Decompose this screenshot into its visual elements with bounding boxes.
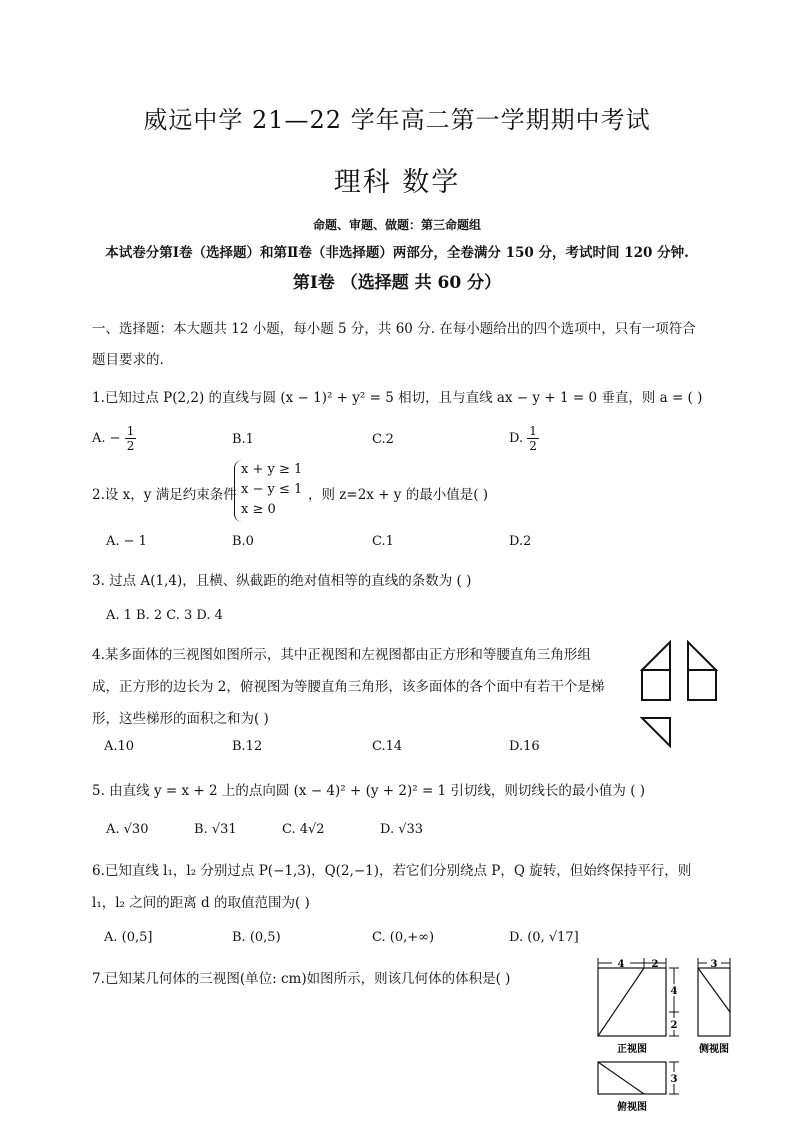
q1-option-a-sign: − — [109, 431, 121, 446]
q1-option-d — [509, 424, 539, 453]
q4-three-view-figure — [636, 636, 728, 752]
q4-side-triangle — [688, 642, 716, 670]
q4-line-2: 成，正方形的边长为 2，俯视图为等腰直角三角形，该多面体的各个面中有若干个是梯 — [92, 679, 605, 695]
q2-stem-post: ，则 z=2x + y 的最小值是( ) — [308, 487, 489, 503]
q4-front-view — [642, 642, 670, 700]
q4-option-b: B.12 — [232, 739, 263, 754]
q1-option-a-numerator: 1 — [126, 424, 135, 438]
q4-front-triangle — [642, 642, 670, 670]
q5-option-a: A. √30 — [106, 822, 149, 837]
q1-option-a-label: A. — [92, 431, 106, 446]
exam-subtitle: 理科 数学 — [333, 167, 461, 198]
q1-option-a-fraction — [125, 424, 137, 453]
q2-option-a: A. − 1 — [106, 534, 147, 549]
q4-side-square — [688, 670, 716, 700]
q2-constraint-1: x + y ≥ 1 — [241, 462, 303, 477]
q2-constraint-3: x ≥ 0 — [241, 502, 276, 517]
q7-dim-height-top: 4 — [670, 986, 678, 997]
q7-label-front: 正视图 — [617, 1044, 647, 1055]
q3-options: A. 1 B. 2 C. 3 D. 4 — [106, 608, 223, 623]
q1-option-b: B.1 — [232, 432, 254, 447]
q1-option-a — [92, 424, 136, 453]
section-heading: 第Ⅰ卷 （选择题 共 60 分） — [292, 273, 502, 293]
q7-dim-side-width: 3 — [710, 959, 718, 970]
q6-option-a: A. (0,5] — [104, 930, 153, 945]
q4-front-square — [642, 670, 670, 700]
q7-three-view-figure — [592, 954, 742, 1116]
author-group: 命题、审题、做题：第三命题组 — [312, 218, 481, 232]
q5-stem: 5. 由直线 y = x + 2 上的点向圆 (x − 4)² + (y + 2)² = 1 引切线，则切线长的最小值为 ( ) — [92, 783, 646, 799]
q5-option-d: D. √33 — [380, 822, 424, 837]
q1-option-d-denominator: 2 — [529, 439, 537, 453]
q7-label-side: 侧视图 — [699, 1044, 729, 1055]
q7-front-view — [598, 968, 666, 1036]
q7-side-view — [698, 968, 730, 1036]
q3-stem: 3. 过点 A(1,4)，且横、纵截距的绝对值相等的直线的条数为 ( ) — [92, 573, 472, 589]
q2-option-d: D.2 — [509, 534, 532, 549]
q1-stem: 1.已知过点 P(2,2) 的直线与圆 (x − 1)² + y² = 5 相切，且与直线 ax − y + 1 = 0 垂直，则 a = ( ) — [92, 390, 703, 406]
q2-stem-pre: 2.设 x，y 满足约束条件 — [92, 487, 237, 503]
q6-option-b: B. (0,5) — [232, 930, 281, 945]
q2-constraint-2: x − y ≤ 1 — [241, 482, 303, 497]
exam-title: 威远中学 21—22 学年高二第一学期期中考试 — [143, 106, 651, 134]
q2-option-c: C.1 — [372, 534, 394, 549]
q7-dim-side-gap: 2 — [651, 959, 659, 970]
q1-option-c: C.2 — [372, 432, 394, 447]
q6-option-d: D. (0, √17] — [509, 930, 579, 945]
q4-top-view — [642, 718, 670, 746]
intro-line-1: 一、选择题：本大题共 12 小题，每小题 5 分，共 60 分. 在每小题给出的四个选项中，只有一项符合 — [92, 321, 696, 337]
q4-top-triangle — [642, 718, 670, 746]
q7-label-top: 俯视图 — [617, 1102, 647, 1113]
q7-top-view — [598, 1062, 666, 1094]
q6-option-c: C. (0,+∞) — [372, 930, 435, 945]
q4-side-view — [688, 642, 716, 700]
q7-dim-height-bottom: 2 — [670, 1020, 678, 1031]
q6-line-2: l₁，l₂ 之间的距离 d 的取值范围为( ) — [92, 895, 310, 911]
q5-option-b: B. √31 — [194, 822, 237, 837]
q7-dim-front-width: 4 — [617, 959, 625, 970]
q2-option-b: B.0 — [232, 534, 254, 549]
q5-option-c: C. 4√2 — [282, 822, 325, 837]
q7-dim-top-depth: 3 — [670, 1074, 678, 1085]
q7-stem: 7.已知某几何体的三视图(单位: cm)如图所示，则该几何体的体积是( ) — [92, 971, 511, 987]
q1-option-a-denominator: 2 — [126, 439, 135, 453]
q1-option-d-label: D. — [509, 431, 524, 446]
q4-option-a: A.10 — [104, 739, 135, 754]
q4-line-1: 4.某多面体的三视图如图所示，其中正视图和左视图都由正方形和等腰直角三角形组 — [92, 647, 591, 663]
q4-option-c: C.14 — [372, 739, 403, 754]
q1-option-d-fraction — [527, 424, 539, 453]
q1-option-d-numerator: 1 — [529, 424, 537, 438]
exam-notice: 本试卷分第Ⅰ卷（选择题）和第Ⅱ卷（非选择题）两部分，全卷满分 150 分，考试时间 120 分钟. — [105, 245, 689, 261]
q4-line-3: 形，这些梯形的面积之和为( ) — [92, 711, 269, 727]
intro-line-2: 题目要求的. — [92, 352, 164, 368]
q4-option-d: D.16 — [509, 739, 540, 754]
q6-line-1: 6.已知直线 l₁，l₂ 分别过点 P(−1,3)，Q(2,−1)，若它们分别绕点 P，Q 旋转，但始终保持平行，则 — [92, 863, 692, 879]
